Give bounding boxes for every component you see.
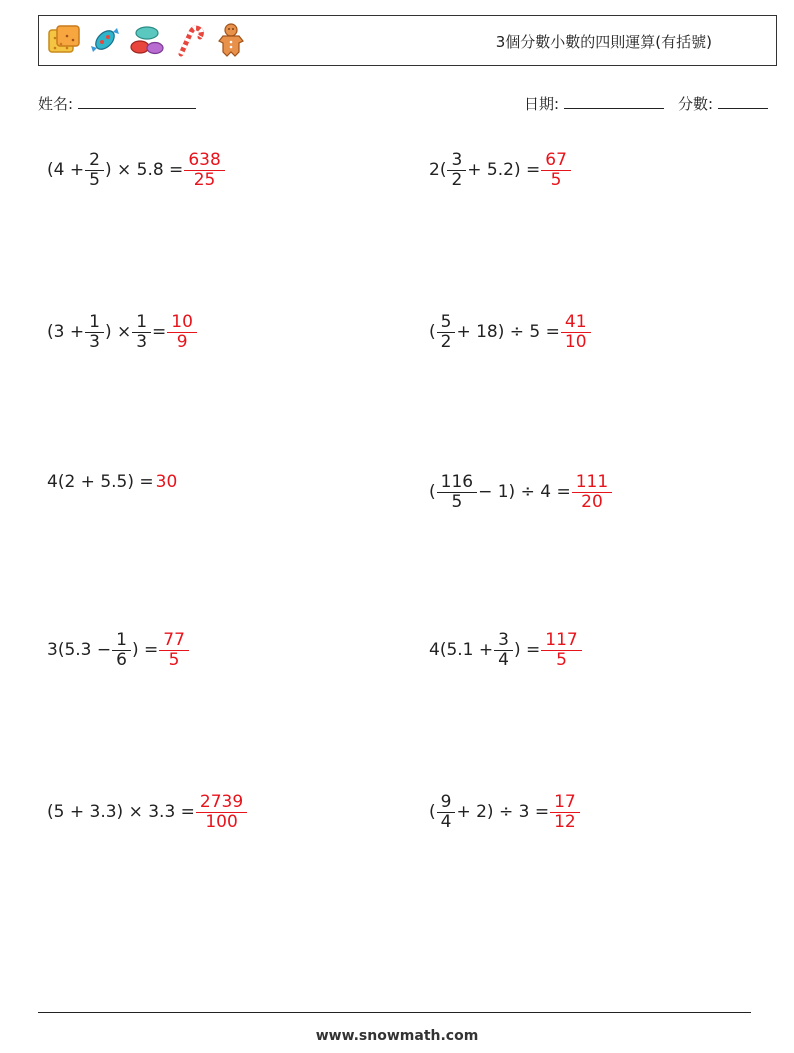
answer-numerator: 10	[171, 311, 193, 332]
score-field	[678, 93, 768, 114]
macaron-icon	[129, 22, 165, 58]
candy-cane-icon	[171, 22, 207, 58]
answer-denominator: 5	[541, 170, 571, 190]
expression-text: (	[429, 802, 436, 822]
problem-8	[428, 620, 582, 680]
denominator: 2	[447, 170, 466, 190]
fraction	[439, 313, 454, 351]
answer-numerator: 2739	[199, 791, 244, 812]
fraction	[449, 151, 464, 189]
denominator: 5	[85, 170, 104, 190]
numerator: 2	[89, 149, 100, 170]
answer-denominator: 20	[572, 492, 612, 512]
answer-denominator: 100	[196, 812, 247, 832]
expression-text: 4(2 + 5.5) =	[47, 472, 154, 492]
denominator: 6	[112, 650, 131, 670]
answer-denominator: 5	[541, 650, 581, 670]
fraction	[439, 473, 475, 511]
score-label: 分數:	[678, 95, 714, 113]
name-field	[38, 93, 196, 114]
expression-text: =	[152, 322, 167, 342]
name-blank[interactable]	[78, 94, 196, 109]
fraction	[114, 631, 129, 669]
answer-denominator: 5	[159, 650, 189, 670]
expression-text: 2(	[429, 160, 447, 180]
numerator: 5	[440, 311, 452, 332]
numerator: 3	[451, 149, 463, 170]
expression-text: (3 +	[47, 322, 85, 342]
expression-text: 3(5.3 −	[47, 640, 112, 660]
expression-text: ) × 5.8 =	[104, 160, 184, 180]
answer-fraction	[552, 793, 578, 831]
problem-6	[428, 462, 612, 522]
problem-2	[428, 140, 571, 200]
numerator: 9	[440, 791, 452, 812]
numerator: 3	[498, 629, 509, 650]
fraction	[496, 631, 511, 669]
answer-numerator: 638	[188, 149, 221, 170]
answer: 30	[155, 472, 178, 492]
answer-numerator: 111	[575, 471, 609, 492]
denominator: 3	[85, 332, 104, 352]
answer-fraction	[563, 313, 589, 351]
candy-icon	[87, 22, 123, 58]
problem-4	[428, 302, 591, 362]
expression-text: ) =	[513, 640, 541, 660]
date-field	[524, 93, 664, 114]
answer-numerator: 41	[564, 311, 587, 332]
expression-text: ) ×	[104, 322, 132, 342]
expression-text: (4 +	[47, 160, 85, 180]
answer-denominator: 10	[561, 332, 591, 352]
fraction	[87, 313, 102, 351]
numerator: 1	[89, 311, 100, 332]
problem-5	[46, 452, 178, 512]
gingerbread-icon	[213, 22, 249, 58]
icon-row	[45, 22, 249, 58]
answer-denominator: 9	[167, 332, 197, 352]
expression-text: (5 + 3.3) × 3.3 =	[47, 802, 195, 822]
answer-fraction	[186, 151, 222, 189]
problem-3	[46, 302, 197, 362]
expression-text: + 5.2) =	[467, 160, 541, 180]
expression-text: (	[429, 322, 436, 342]
denominator: 2	[437, 332, 456, 352]
expression-text: − 1) ÷ 4 =	[478, 482, 571, 502]
worksheet-title: 3個分數小數的四則運算(有括號)	[495, 33, 712, 51]
denominator: 3	[132, 332, 151, 352]
problem-1	[46, 140, 225, 200]
problem-7	[46, 620, 189, 680]
worksheet-header	[38, 15, 777, 66]
answer-fraction	[169, 313, 195, 351]
answer-numerator: 67	[545, 149, 567, 170]
date-blank[interactable]	[564, 94, 664, 109]
denominator: 4	[494, 650, 513, 670]
score-blank[interactable]	[718, 94, 768, 109]
fraction	[439, 793, 454, 831]
problem-9	[46, 782, 247, 842]
footer-website: www.snowmath.com	[315, 1028, 479, 1044]
answer-numerator: 117	[545, 629, 578, 650]
answer-denominator: 12	[550, 812, 580, 832]
numerator: 116	[440, 471, 474, 492]
denominator: 4	[437, 812, 456, 832]
fraction	[87, 151, 102, 189]
answer-fraction	[198, 793, 245, 831]
expression-text: 4(5.1 +	[429, 640, 494, 660]
expression-text: + 18) ÷ 5 =	[456, 322, 560, 342]
name-label: 姓名:	[38, 95, 74, 113]
expression-text: + 2) ÷ 3 =	[456, 802, 550, 822]
answer-fraction	[543, 151, 569, 189]
cookie-icon	[45, 22, 81, 58]
answer-numerator: 17	[554, 791, 576, 812]
fraction	[134, 313, 149, 351]
numerator: 1	[116, 629, 127, 650]
answer-numerator: 77	[163, 629, 185, 650]
date-label: 日期:	[524, 95, 560, 113]
answer-fraction	[161, 631, 187, 669]
answer-fraction	[543, 631, 579, 669]
numerator: 1	[136, 311, 148, 332]
answer-fraction	[574, 473, 610, 511]
denominator: 5	[437, 492, 477, 512]
answer-denominator: 25	[184, 170, 224, 190]
problem-10	[428, 782, 580, 842]
expression-text: (	[429, 482, 436, 502]
footer-divider	[38, 1012, 751, 1013]
expression-text: ) =	[131, 640, 159, 660]
